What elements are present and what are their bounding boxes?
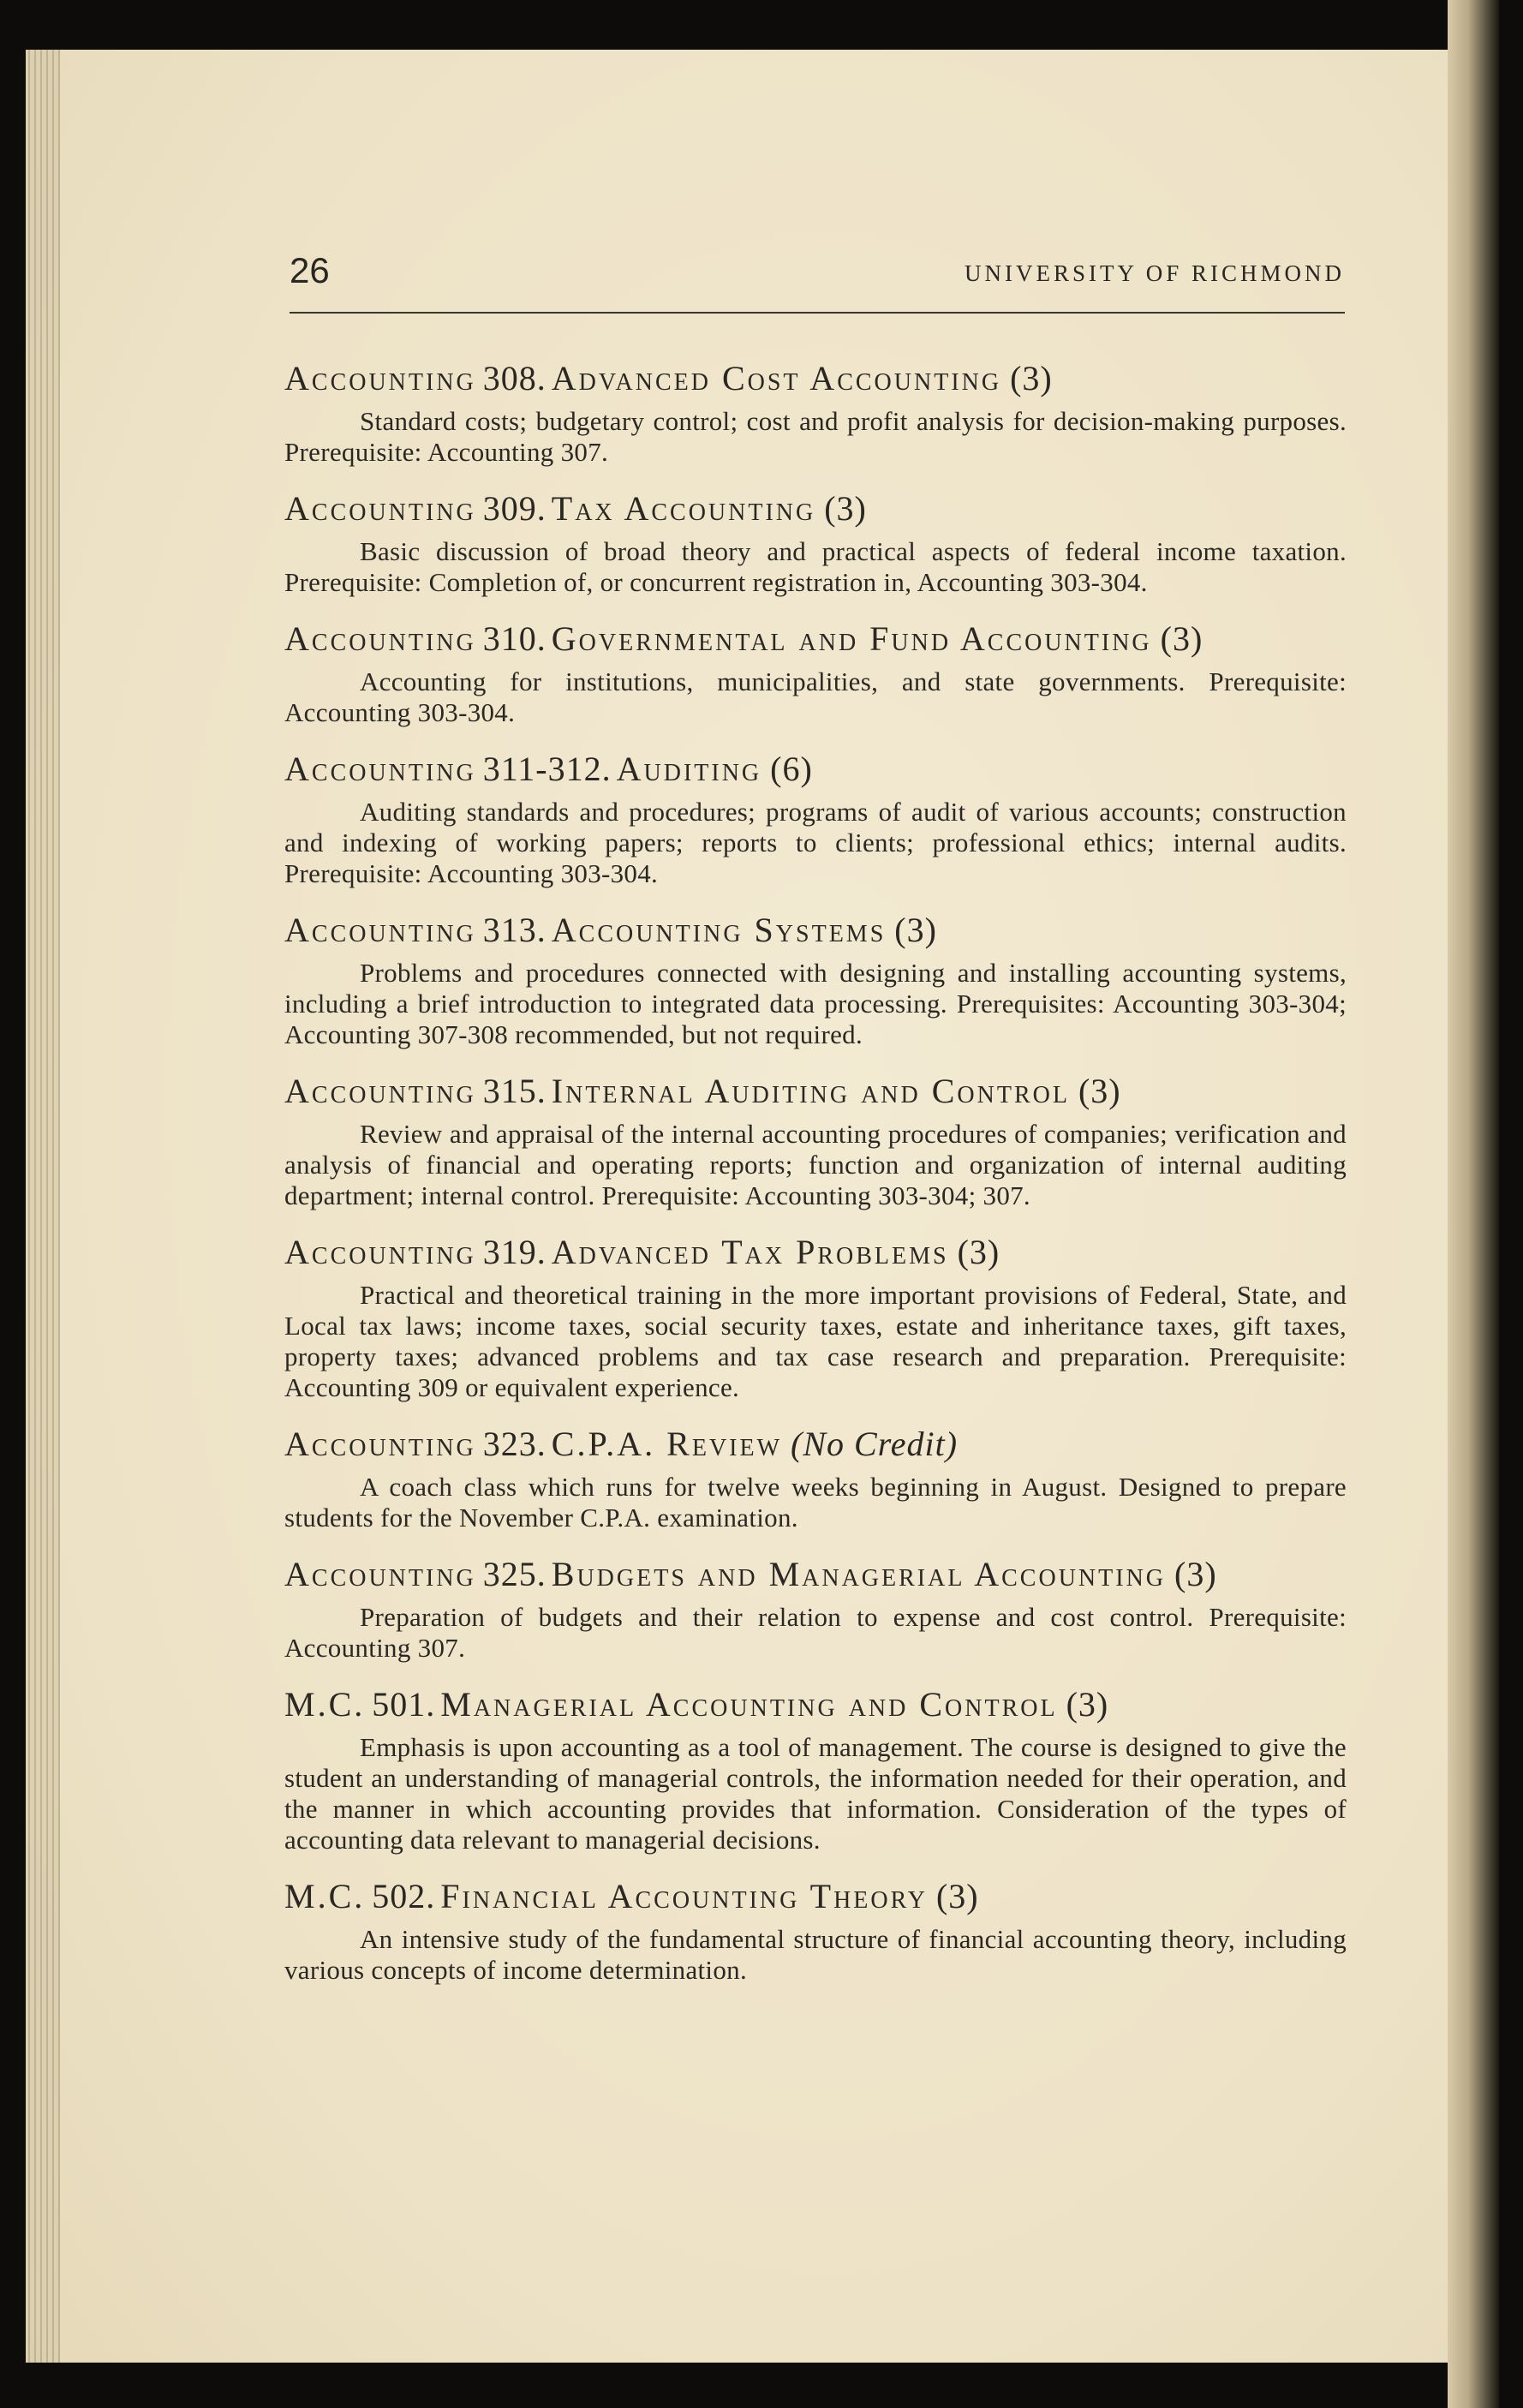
course-dept: M.C.	[284, 1877, 366, 1915]
course-number: 323.	[482, 1425, 546, 1463]
page-number: 26	[290, 250, 330, 290]
course-title: Internal Auditing and Control	[551, 1072, 1070, 1110]
course-credit: (3)	[935, 1877, 979, 1915]
course-title: Tax Accounting	[551, 489, 816, 528]
course-title: Budgets and Managerial Accounting	[551, 1555, 1167, 1593]
course-number: 319.	[482, 1233, 546, 1271]
course-credit: (3)	[1174, 1555, 1217, 1593]
course-description: Practical and theoretical training in the more important provisions of Federal, State, and Local tax laws; income taxes, social security taxes, estate and inheritance taxes, gift taxes, property taxes; advanced problems and tax case research and preparation. Prerequisite: Accounting 309 or equivalent experience.	[284, 1280, 1347, 1402]
course-dept: M.C.	[284, 1685, 366, 1724]
course-heading	[284, 747, 1347, 792]
course-heading	[284, 1230, 1347, 1275]
course-credit: (3)	[824, 489, 867, 528]
course-number: 325.	[482, 1555, 546, 1593]
course-credit: (3)	[957, 1233, 1000, 1271]
course-dept: Accounting	[284, 911, 476, 949]
course-description: Preparation of budgets and their relation to expense and cost control. Prerequisite: Accounting 307.	[284, 1602, 1347, 1663]
course-heading	[284, 1874, 1347, 1919]
course-title: Financial Accounting Theory	[440, 1877, 928, 1915]
running-head: UNIVERSITY OF RICHMOND	[964, 260, 1345, 286]
course-credit: (6)	[770, 750, 813, 788]
course-description: An intensive study of the fundamental structure of financial accounting theory, including various concepts of income determination.	[284, 1924, 1347, 1985]
page-header	[290, 250, 1345, 312]
course-credit: (3)	[894, 911, 937, 949]
course-dept: Accounting	[284, 619, 476, 658]
course-title: Managerial Accounting and Control	[440, 1685, 1058, 1724]
course-entry	[284, 1874, 1347, 1986]
course-credit: (3)	[1160, 619, 1203, 658]
course-credit: (No Credit)	[791, 1425, 959, 1463]
course-description: Standard costs; budgetary control; cost and profit analysis for decision-making purposes. Prerequisite: Accounting 307.	[284, 406, 1347, 467]
course-description: Auditing standards and procedures; programs of audit of various accounts; construction and indexing of working papers; reports to clients; professional ethics; internal audits. Prerequisite: Accounting 303-304.	[284, 797, 1347, 888]
course-number: 502.	[372, 1877, 436, 1915]
course-dept: Accounting	[284, 1425, 476, 1463]
course-credit: (3)	[1010, 359, 1053, 397]
course-credit: (3)	[1078, 1072, 1121, 1110]
course-heading	[284, 356, 1347, 401]
course-description: Problems and procedures connected with designing and installing accounting systems, including a brief introduction to integrated data processing. Prerequisites: Accounting 303-304; Accounting 307-308 recommended, but not required.	[284, 958, 1347, 1049]
course-description: Accounting for institutions, municipalities, and state governments. Prerequisite: Accounting 303-304.	[284, 666, 1347, 727]
course-dept: Accounting	[284, 1555, 476, 1593]
course-number: 501.	[372, 1685, 436, 1724]
course-entry	[284, 1230, 1347, 1403]
course-heading	[284, 487, 1347, 531]
course-dept: Accounting	[284, 750, 476, 788]
course-heading	[284, 1682, 1347, 1727]
course-entry	[284, 356, 1347, 468]
course-entry	[284, 1422, 1347, 1533]
course-heading	[284, 1422, 1347, 1467]
course-entry	[284, 908, 1347, 1050]
course-dept: Accounting	[284, 1072, 476, 1110]
course-description: Emphasis is upon accounting as a tool of management. The course is designed to give the student an understanding of managerial controls, the information needed for their operation, and the manner in which accounting provides that information. Consideration of the types of accounting data relevant to managerial decisions.	[284, 1732, 1347, 1855]
course-title: Accounting Systems	[551, 911, 887, 949]
course-number: 311-312.	[482, 750, 612, 788]
course-number: 315.	[482, 1072, 546, 1110]
course-title: Governmental and Fund Accounting	[551, 619, 1152, 658]
course-heading	[284, 1552, 1347, 1597]
course-dept: Accounting	[284, 489, 476, 528]
course-credit: (3)	[1066, 1685, 1109, 1724]
page-edges	[26, 50, 60, 2363]
course-number: 313.	[482, 911, 546, 949]
course-entry	[284, 487, 1347, 598]
course-entry	[284, 617, 1347, 728]
course-heading	[284, 617, 1347, 661]
course-dept: Accounting	[284, 1233, 476, 1271]
header-rule	[290, 312, 1345, 314]
course-entry	[284, 1069, 1347, 1211]
course-heading	[284, 908, 1347, 953]
course-description: Review and appraisal of the internal accounting procedures of companies; verification and analysis of financial and operating reports; function and organization of internal auditing department; internal control. Prerequisite: Accounting 303-304; 307.	[284, 1119, 1347, 1210]
course-number: 310.	[482, 619, 546, 658]
course-title: Advanced Cost Accounting	[551, 359, 1002, 397]
course-entry	[284, 1552, 1347, 1664]
course-heading	[284, 1069, 1347, 1114]
course-title: Advanced Tax Problems	[551, 1233, 949, 1271]
gutter-shadow	[1448, 0, 1499, 2408]
course-list	[284, 356, 1347, 2005]
course-description: Basic discussion of broad theory and practical aspects of federal income taxation. Prerequisite: Completion of, or concurrent registration in, Accounting 303-304.	[284, 536, 1347, 597]
course-number: 308.	[482, 359, 546, 397]
course-dept: Accounting	[284, 359, 476, 397]
course-description: A coach class which runs for twelve weeks beginning in August. Designed to prepare students for the November C.P.A. examination.	[284, 1472, 1347, 1533]
course-entry	[284, 1682, 1347, 1855]
course-number: 309.	[482, 489, 546, 528]
course-title: C.P.A. Review	[551, 1425, 783, 1463]
course-title: Auditing	[616, 750, 762, 788]
course-entry	[284, 747, 1347, 889]
